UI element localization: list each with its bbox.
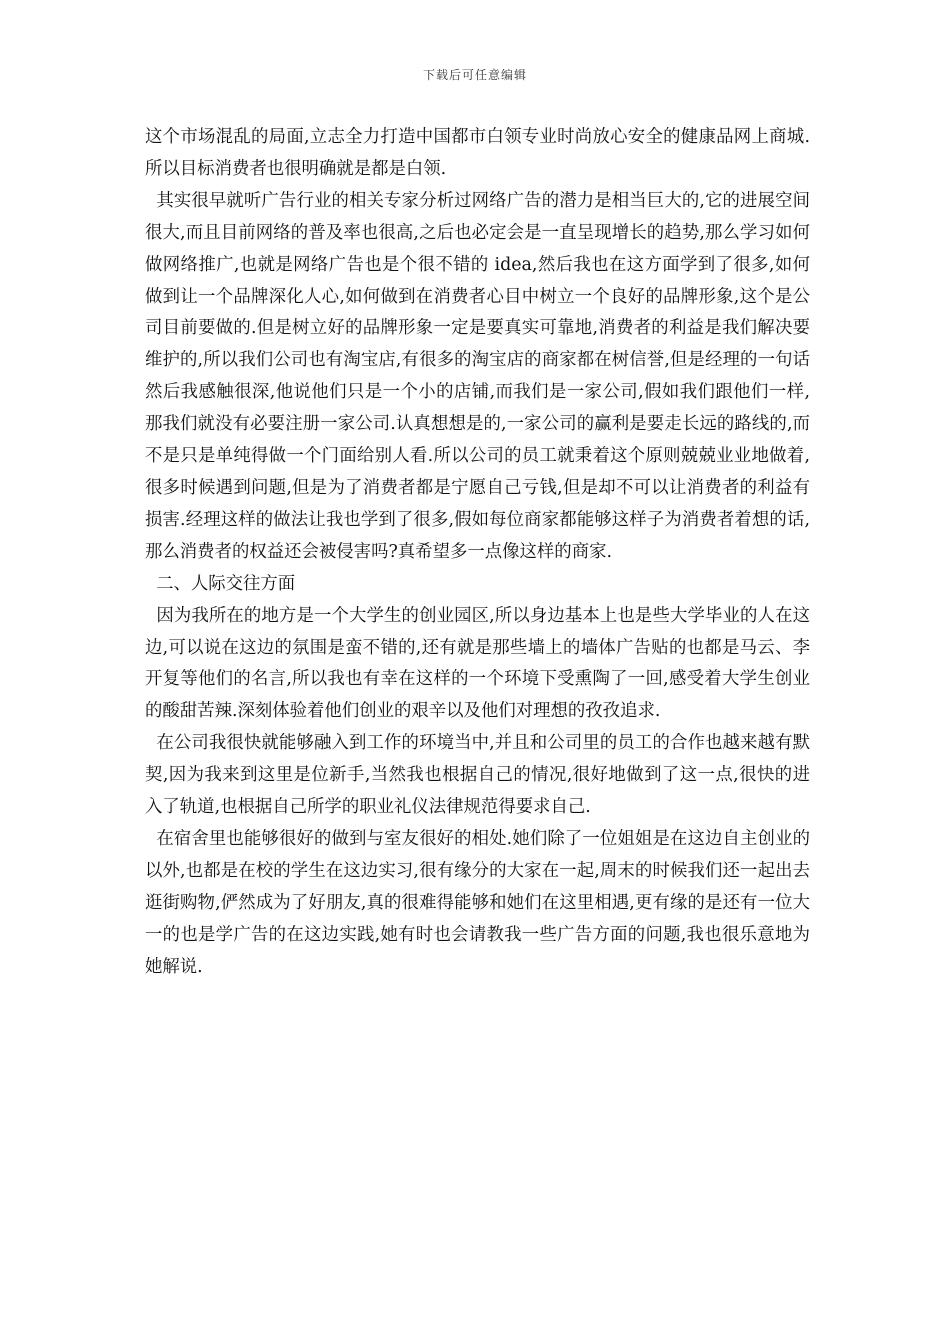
- paragraph: 其实很早就听广告行业的相关专家分析过网络广告的潜力是相当巨大的,它的进展空间很大,而且目前网络的普及率也很高,之后也必定会是一直呈现增长的趋势,那么学习如何做网络推广,也就是网络广告也是个很不错的 idea,然后我也在这方面学到了很多,如何做到让一个品牌深化人心,如何做到在消费者心目中树立一个良好的品牌形象,这个是公司目前要做的.但是树立好的品牌形象一定是要真实可靠地,消费者的利益是我们解决要维护的,所以我们公司也有淘宝店,有很多的淘宝店的商家都在树信誉,但是经理的一句话然后我感触很深,他说他们只是一个小的店铺,而我们是一家公司,假如我们跟他们一样,那我们就没有必要注册一家公司.认真想想是的,一家公司的赢利是要走长远的路线的,而不是只是单纯得做一个门面给别人看.所以公司的员工就秉着这个原则兢兢业业地做着,很多时候遇到问题,但是为了消费者都是宁愿自己亏钱,但是却不可以让消费者的利益有损害.经理这样的做法让我也学到了很多,假如每位商家都能够这样子为消费者着想的话,那么消费者的权益还会被侵害吗?真希望多一点像这样的商家.: [145, 190, 810, 562]
- page-header: 下载后可任意编辑: [422, 68, 527, 82]
- paragraph: 因为我所在的地方是一个大学生的创业园区,所以身边基本上也是些大学毕业的人在这边,可以说在这边的氛围是蛮不错的,还有就是那些墙上的墙体广告贴的也都是马云、李开复等他们的名言,所以我也有幸在这样的一个环境下受熏陶了一回,感受着大学生创业的酸甜苦辣.深刻体验着他们创业的艰辛以及他们对理想的孜孜追求.: [145, 605, 810, 722]
- paragraph: 在公司我很快就能够融入到工作的环境当中,并且和公司里的员工的合作也越来越有默契,因为我来到这里是位新手,当然我也根据自己的情况,很好地做到了这一点,很快的进入了轨道,也根据自己所学的职业礼仪法律规范得要求自己.: [145, 733, 810, 818]
- paragraph: 这个市场混乱的局面,立志全力打造中国都市白领专业时尚放心安全的健康品网上商城.所以目标消费者也很明确就是都是白领.: [145, 127, 810, 179]
- section-heading: 二、人际交往方面: [145, 573, 296, 594]
- paragraph: 在宿舍里也能够很好的做到与室友很好的相处.她们除了一位姐姐是在这边自主创业的以外,也都是在校的学生在这边实习,很有缘分的大家在一起,周末的时候我们还一起出去逛街购物,俨然成为了好朋友,真的很难得能够和她们在这里相遇,更有缘的是还有一位大一的也是学广告的在这边实践,她有时也会请教我一些广告方面的问题,我也很乐意地为她解说.: [145, 828, 810, 977]
- document-body: [145, 122, 810, 983]
